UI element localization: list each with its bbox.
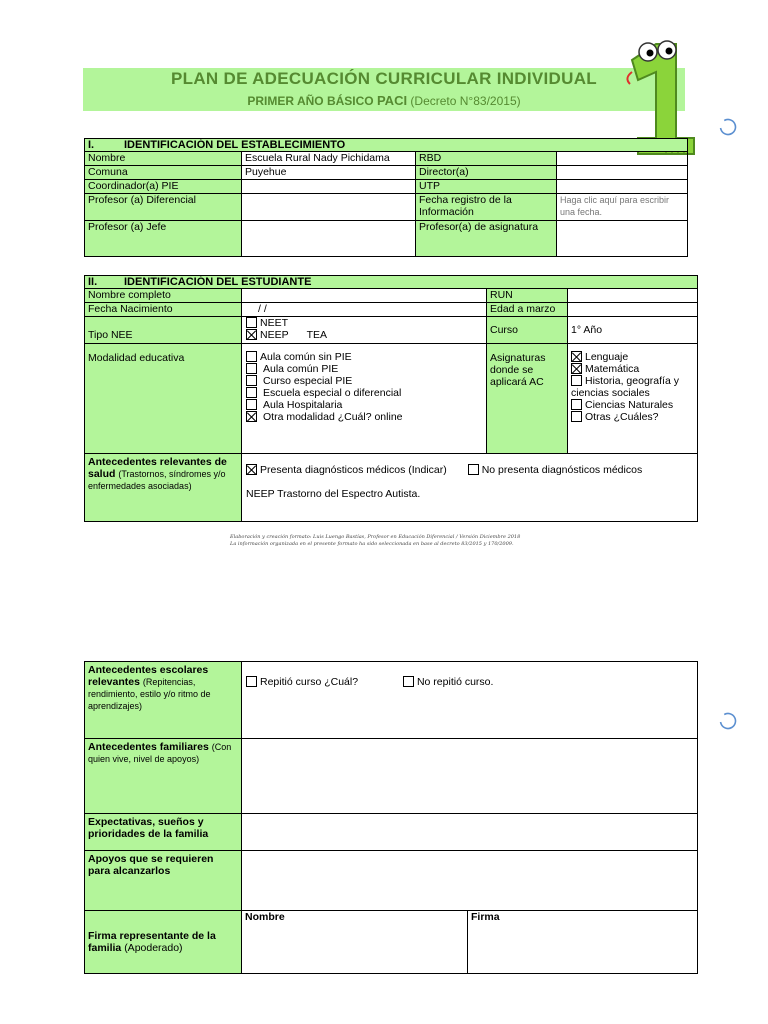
checkbox-checked[interactable] bbox=[246, 411, 257, 422]
checkbox[interactable] bbox=[246, 676, 257, 687]
checkbox[interactable] bbox=[571, 411, 582, 422]
label-curso: Curso bbox=[487, 317, 568, 344]
field-profesor-diferencial[interactable] bbox=[242, 194, 416, 221]
option-historia-cont: ciencias sociales bbox=[571, 387, 650, 399]
checkbox[interactable] bbox=[468, 464, 479, 475]
label-nombre: Nombre bbox=[85, 152, 242, 166]
label-profesor-jefe: Profesor (a) Jefe bbox=[85, 221, 242, 257]
option-neep[interactable]: NEEP TEA bbox=[246, 329, 483, 341]
checkbox[interactable] bbox=[246, 351, 257, 362]
label-coordinador: Coordinador(a) PIE bbox=[85, 180, 242, 194]
option-lenguaje[interactable]: Lenguaje bbox=[571, 351, 694, 363]
circle-marker-icon bbox=[719, 118, 737, 136]
checkbox[interactable] bbox=[246, 375, 257, 386]
option-no-repitio-curso[interactable]: No repitió curso. bbox=[403, 676, 493, 688]
label-run: RUN bbox=[487, 289, 568, 303]
field-antecedentes-familiares[interactable] bbox=[242, 739, 698, 814]
document-title: PLAN DE ADECUACIÓN CURRICULAR INDIVIDUAL bbox=[171, 69, 597, 88]
asignaturas-options bbox=[568, 344, 698, 454]
field-firma-apoderado[interactable]: Firma bbox=[468, 911, 698, 974]
label-profesor-asignatura: Profesor(a) de asignatura bbox=[416, 221, 557, 257]
footer-line: La información organizada en el presente formato ha sido seleccionada en base al decreto 83/2015 y 170/2009. bbox=[230, 541, 514, 547]
option-ciencias-naturales[interactable]: Ciencias Naturales bbox=[571, 399, 694, 411]
checkbox-neep-checked[interactable] bbox=[246, 329, 257, 340]
field-run[interactable] bbox=[568, 289, 698, 303]
label-expectativas: Expectativas, sueños y prioridades de la familia bbox=[85, 814, 242, 851]
field-profesor-asignatura[interactable] bbox=[557, 221, 688, 257]
field-coordinador[interactable] bbox=[242, 180, 416, 194]
checkbox[interactable] bbox=[246, 363, 257, 374]
checkbox[interactable] bbox=[246, 387, 257, 398]
document-subtitle bbox=[83, 93, 685, 108]
label-antecedentes-familiares: Antecedentes familiares (Con quien vive, nivel de apoyos) bbox=[85, 739, 242, 814]
tipo-nee-options bbox=[242, 317, 487, 344]
option-otras[interactable]: Otras ¿Cuáles? bbox=[571, 411, 694, 423]
option-aula-comun-pie[interactable]: Aula común PIE bbox=[246, 363, 483, 375]
label-utp: UTP bbox=[416, 180, 557, 194]
section-number: I. bbox=[88, 139, 95, 151]
label-apoyos: Apoyos que se requieren para alcanzarlos bbox=[85, 851, 242, 911]
option-matematica[interactable]: Matemática bbox=[571, 363, 694, 375]
label-edad-marzo: Edad a marzo bbox=[487, 303, 568, 317]
field-curso[interactable]: 1° Año bbox=[568, 317, 698, 344]
checkbox[interactable] bbox=[246, 399, 257, 410]
option-aula-hospitalaria[interactable]: Aula Hospitalaria bbox=[246, 399, 483, 411]
option-presenta-diagnostico[interactable]: Presenta diagnósticos médicos (Indicar) bbox=[246, 464, 447, 476]
label-rbd: RBD bbox=[416, 152, 557, 166]
field-expectativas[interactable] bbox=[242, 814, 698, 851]
field-director[interactable] bbox=[557, 166, 688, 180]
option-no-presenta-diagnostico[interactable]: No presenta diagnósticos médicos bbox=[468, 464, 643, 476]
section-header bbox=[85, 276, 698, 289]
field-utp[interactable] bbox=[557, 180, 688, 194]
label-director: Director(a) bbox=[416, 166, 557, 180]
label-fecha-nacimiento: Fecha Nacimiento bbox=[85, 303, 242, 317]
subtitle-decree: (Decreto N°83/2015) bbox=[410, 94, 521, 108]
document-title-block bbox=[83, 68, 685, 111]
option-neet[interactable]: NEET bbox=[246, 317, 483, 329]
field-rbd[interactable] bbox=[557, 152, 688, 166]
field-nombre-apoderado[interactable]: Nombre bbox=[242, 911, 468, 974]
section-title: IDENTIFICACIÓN DEL ESTUDIANTE bbox=[124, 276, 312, 288]
checkbox-checked[interactable] bbox=[246, 464, 257, 475]
section-header bbox=[85, 139, 688, 152]
tea-text: TEA bbox=[306, 329, 328, 341]
subtitle-level: PRIMER AÑO BÁSICO bbox=[247, 94, 374, 108]
field-edad-marzo[interactable] bbox=[568, 303, 698, 317]
subtitle-paci: PACI bbox=[376, 93, 408, 108]
salud-diagnostico-text: NEEP Trastorno del Espectro Autista. bbox=[246, 488, 421, 500]
label-comuna: Comuna bbox=[85, 166, 242, 180]
section-number: II. bbox=[88, 276, 98, 288]
section-antecedentes-table bbox=[84, 661, 698, 974]
option-historia[interactable]: Historia, geografía y bbox=[571, 375, 694, 387]
field-fecha-nacimiento[interactable]: / / bbox=[242, 303, 487, 317]
checkbox-checked[interactable] bbox=[571, 351, 582, 362]
option-curso-especial-pie[interactable]: Curso especial PIE bbox=[246, 375, 483, 387]
option-aula-comun-sin-pie[interactable]: Aula común sin PIE bbox=[246, 351, 483, 363]
circle-marker-icon bbox=[719, 712, 737, 730]
option-repitio-curso[interactable]: Repitió curso ¿Cuál? bbox=[246, 676, 358, 688]
modalidad-options bbox=[242, 344, 487, 454]
field-nombre-establecimiento[interactable]: Escuela Rural Nady Pichidama bbox=[242, 152, 416, 166]
label-tipo-nee: Tipo NEE bbox=[85, 317, 242, 344]
section-title: IDENTIFICACIÓN DEL ESTABLECIMIENTO bbox=[124, 139, 346, 151]
field-profesor-jefe[interactable] bbox=[242, 221, 416, 257]
checkbox-neet[interactable] bbox=[246, 317, 257, 328]
footer-credits bbox=[230, 534, 550, 548]
label-antecedentes-salud: Antecedentes relevantes de salud (Trastornos, síndromes y/o enfermedades asociadas) bbox=[85, 454, 242, 522]
checkbox[interactable] bbox=[403, 676, 414, 687]
escolares-detail bbox=[242, 662, 698, 739]
checkbox[interactable] bbox=[571, 375, 582, 386]
label-profesor-diferencial: Profesor (a) Diferencial bbox=[85, 194, 242, 221]
label-modalidad: Modalidad educativa bbox=[85, 344, 242, 454]
date-picker-field[interactable]: Haga clic aquí para escribir una fecha. bbox=[557, 194, 688, 221]
label-nombre-completo: Nombre completo bbox=[85, 289, 242, 303]
label-fecha-registro: Fecha registro de la Información bbox=[416, 194, 557, 221]
field-apoyos[interactable] bbox=[242, 851, 698, 911]
footer-line: Elaboración y creación formato: Luis Luengo Bastías, Profesor en Educación Diferencial / Versión Diciembre 2018 bbox=[230, 534, 521, 540]
section-estudiante-table bbox=[84, 275, 698, 522]
option-otra-modalidad[interactable]: Otra modalidad ¿Cuál? online bbox=[246, 411, 483, 423]
label-asignaturas: Asignaturas donde se aplicará AC bbox=[487, 344, 568, 454]
salud-detail bbox=[242, 454, 698, 522]
label-firma-representante: Firma representante de la familia (Apoderado) bbox=[85, 911, 242, 974]
checkbox-checked[interactable] bbox=[571, 363, 582, 374]
field-comuna[interactable]: Puyehue bbox=[242, 166, 416, 180]
checkbox[interactable] bbox=[571, 399, 582, 410]
section-establecimiento-table bbox=[84, 138, 688, 257]
field-nombre-completo[interactable] bbox=[242, 289, 487, 303]
option-escuela-especial[interactable]: Escuela especial o diferencial bbox=[246, 387, 483, 399]
label-antecedentes-escolares: Antecedentes escolares relevantes (Repitencias, rendimiento, estilo y/o ritmo de aprendizajes) bbox=[85, 662, 242, 739]
